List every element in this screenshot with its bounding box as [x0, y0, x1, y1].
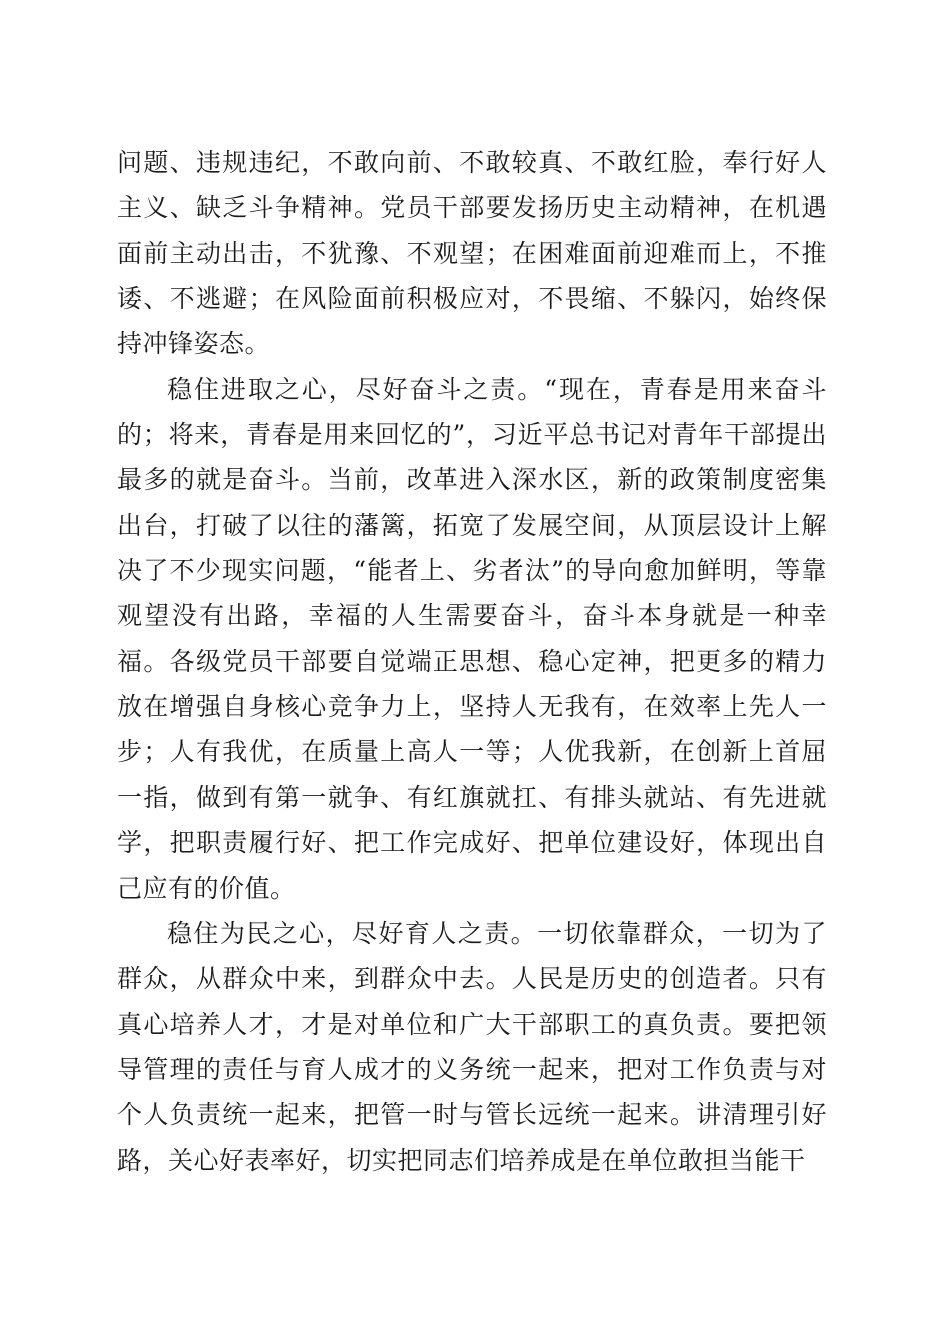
paragraph-people: 稳住为民之心，尽好育人之责。一切依靠群众，一切为了群众，从群众中来，到群众中去。人民是历史的创造者。只有真心培养人才，才是对单位和广大干部职工的真负责。要把领导管理的责任与育人成才的义务统一起来，把对工作负责与对个人负责统一起来，把管一时与管长远统一起来。讲清理引好路，关心好表率好，切实把同志们培养成是在单位敢担当能干 — [117, 918, 827, 1175]
body-text — [117, 140, 827, 1183]
paragraph-striving: 稳住进取之心，尽好奋斗之责。“现在，青春是用来奋斗的；将来，青春是用来回忆的”，习近平总书记对青年干部提出最多的就是奋斗。当前，改革进入深水区，新的政策制度密集出台，打破了以往的藩篱，拓宽了发展空间，从顶层设计上解决了不少现实问题，“能者上、劣者汰”的导向愈加鲜明，等靠观望没有出路，幸福的人生需要奋斗，奋斗本身就是一种幸福。各级党员干部要自觉端正思想、稳心定神，把更多的精力放在增强自身核心竞争力上，坚持人无我有，在效率上先人一步；人有我优，在质量上高人一等；人优我新，在创新上首屈一指，做到有第一就争、有红旗就扛、有排头就站、有先进就学，把职责履行好、把工作完成好、把单位建设好，体现出自己应有的价值。 — [117, 374, 827, 903]
paragraph-continued: 问题、违规违纪，不敢向前、不敢较真、不敢红脸，奉行好人主义、缺乏斗争精神。党员干部要发扬历史主动精神，在机遇面前主动出击，不犹豫、不观望；在困难面前迎难而上，不推诿、不逃避；在风险面前积极应对，不畏缩、不躲闪，始终保持冲锋姿态。 — [117, 148, 827, 359]
